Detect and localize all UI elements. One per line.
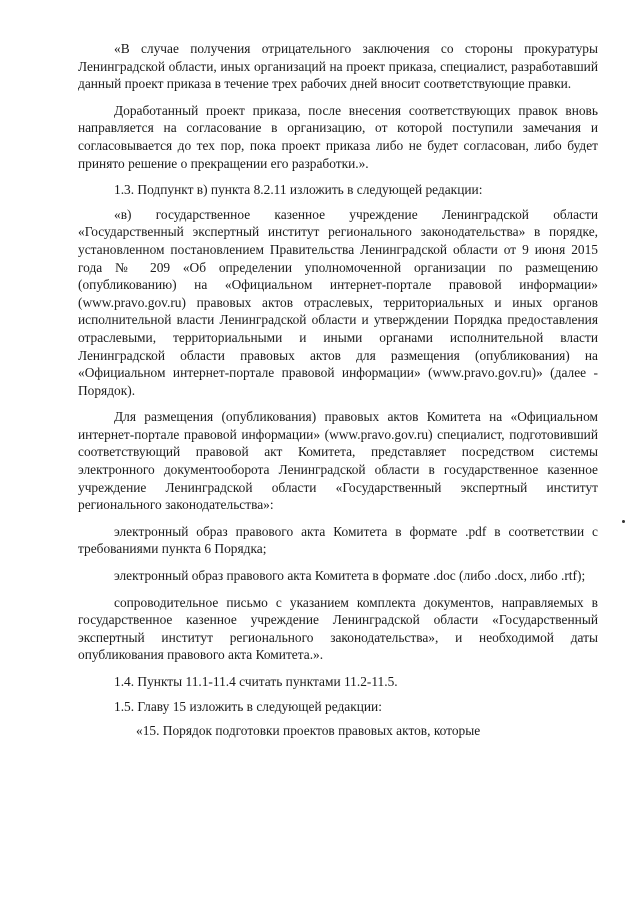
paragraph-item-1-4: 1.4. Пункты 11.1-11.4 считать пунктами 11.2-11.5. — [114, 674, 398, 689]
scan-speck — [622, 520, 625, 523]
paragraph-item-1-3: 1.3. Подпункт в) пункта 8.2.11 изложить в следующей редакции: — [114, 182, 483, 198]
paragraph-subpoint-v: «в) государственное казенное учреждение Ленинградской области «Государственный экспертный институт регионального законодательства» в порядке, установленном постановлением Правительства Ленинградской области от 9 июня 2015 года № 209 «Об определении уполномоченной организации по размещению (опубликованию) на «Официальном интернет-портале правовой информации» (www.pravo.gov.ru) правовых актов отраслевых, территориальных и иных органов исполнительной власти Ленинградской области и утверждении Порядка предоставления отраслевыми, территориальными и иными органами исполнительной власти Ленинградской области правовых актов для размещения (опубликования) на «Официальном интернет-портале правовой информации» (www.pravo.gov.ru)» (далее - Порядок). — [78, 206, 598, 398]
paragraph-publication: Для размещения (опубликования) правовых актов Комитета на «Официальном интернет-портале правовой информации» (www.pravo.gov.ru) специалист, подготовивший соответствующий правовой акт Комитета, представляет посредством системы электронного документооборота Ленинградской области в государственное казенное учреждение Ленинградской области «Государственный экспертный институт регионального законодательства»: — [78, 409, 598, 513]
document-page — [78, 40, 598, 749]
paragraph-item-1-5: 1.5. Главу 15 изложить в следующей редакции: — [114, 698, 382, 714]
paragraph-cover-letter: сопроводительное письмо с указанием комплекта документов, направляемых в государственное казенное учреждение Ленинградской области «Государственный экспертный институт регионального законодательства», и необходимой даты опубликования правового акта Комитета.». — [78, 594, 598, 663]
paragraph-doc-image: электронный образ правового акта Комитета в формате .doc (либо .docx, либо .rtf); — [114, 568, 586, 584]
paragraph-pdf-image: электронный образ правового акта Комитета в формате .pdf в соответствии с требованиями пункта 6 Порядка; — [78, 523, 598, 557]
paragraph-chapter-15: «15. Порядок подготовки проектов правовых актов, которые — [136, 723, 481, 739]
paragraph-negative-conclusion: «В случае получения отрицательного заключения со стороны прокуратуры Ленинградской области, иных организаций на проект приказа, специалист, разработавший данный проект приказа в течение трех рабочих дней вносит соответствующие правки. — [78, 41, 598, 92]
paragraph-revised-draft: Доработанный проект приказа, после внесения соответствующих правок вновь направляется на согласование в организацию, от которой поступили замечания и согласовывается до тех пор, пока проект приказа либо не будет согласован, либо будет принято решение о прекращении его разработки.». — [78, 102, 598, 171]
